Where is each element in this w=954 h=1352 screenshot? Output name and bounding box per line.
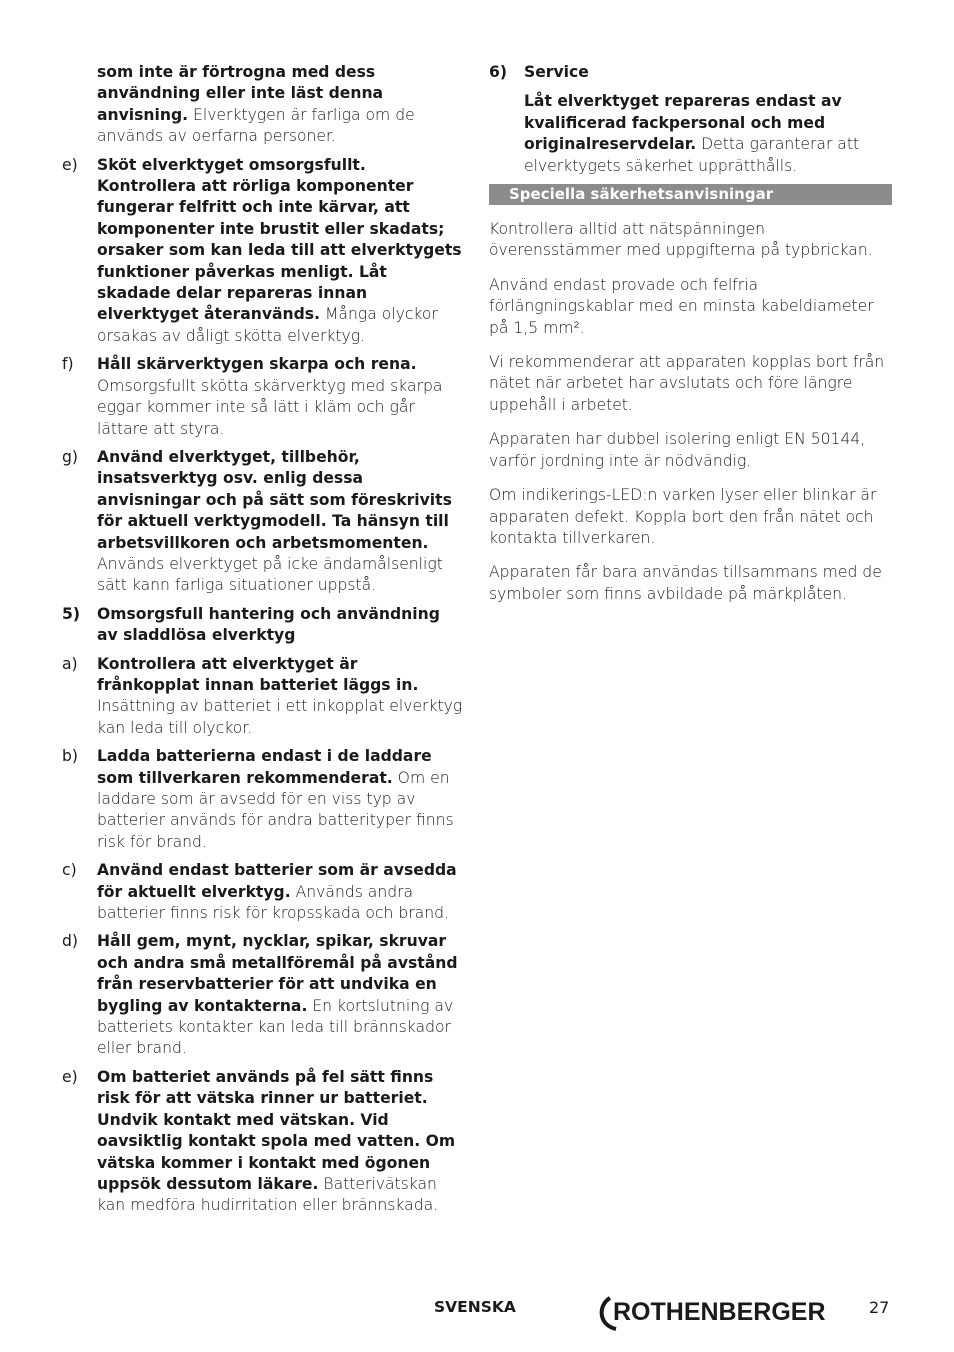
section-heading: Omsorgsfull hantering och användning av sladdlösa elverktyg	[97, 604, 440, 645]
list-item	[62, 931, 464, 1059]
section-header-bar: Speciella säkerhetsanvisningar	[489, 184, 892, 205]
list-item	[62, 1067, 464, 1217]
item-marker: g)	[62, 447, 78, 466]
item-bold-text: Använd endast batterier som är avsedda för aktuellt elverktyg.	[97, 861, 457, 901]
item-text: Många olyckor orsakas av dåligt skötta elverktyg.	[97, 305, 438, 345]
item-bold-text: som inte är förtrogna med dess användning eller inte läst denna anvisning.	[97, 63, 384, 124]
left-column	[62, 62, 464, 1224]
item-text: Används elverktyget på icke ändamålsenligt sätt kann farliga situationer uppstå.	[97, 554, 443, 595]
list-item	[62, 746, 464, 853]
item-bold-text: Använd elverktyget, tillbehör, insatsverktyg osv. enlig dessa anvisningar och på sätt som föreskrivits för aktuell verktygmodell. Ta hänsyn till arbetsvillkoren och arbetsmomenten.	[97, 447, 452, 552]
item-bold-text: Håll gem, mynt, nycklar, spikar, skruvar och andra små metallföremål på avstånd från reservbatterier för att undvika en bygling av kontakterna.	[97, 932, 458, 1015]
item-marker: d)	[62, 932, 78, 951]
item-marker: c)	[62, 861, 77, 880]
item-bold-text: Om batteriet används på fel sätt finns risk för att vätska rinner ur batteriet. Undvik kontakt med vätskan. Vid oavsiktlig kontakt spola med vatten. Om vätska kommer i kontakt med ögonen uppsök dessutom läkare.	[97, 1067, 456, 1193]
service-heading-item	[489, 62, 892, 83]
footer-language: SVENSKA	[434, 1298, 516, 1316]
list-item	[62, 354, 464, 440]
service-item	[489, 91, 892, 177]
paragraph: Om indikerings-LED:n varken lyser eller blinkar är apparaten defekt. Koppla bort den från nätet och kontakta tillverkaren.	[489, 486, 877, 547]
section-number: 5)	[62, 604, 80, 623]
paragraph: Apparaten har dubbel isolering enligt EN 50144, varför jordning inte är nödvändig.	[489, 430, 866, 470]
list-item	[62, 155, 464, 348]
item-marker: f)	[62, 355, 74, 374]
list-item	[62, 860, 464, 924]
rothenberger-logo	[596, 1295, 834, 1333]
item-bold-text: Sköt elverktyget omsorgsfullt. Kontrollera att rörliga komponenter fungerar felfritt och inte kärvar, att komponenter inte brustit eller skadats; orsaker som kan leda till att elverktygets funktioner påverkas menligt. Låt skadade delar repareras innan elverktyget återanvänds.	[97, 155, 462, 324]
item-bold-text: Håll skärverktygen skarpa och rena.	[97, 355, 417, 374]
item-marker: b)	[62, 747, 78, 766]
item-text: Detta garanterar att elverktygets säkerhet upprätthålls.	[524, 135, 860, 175]
item-marker: a)	[62, 654, 78, 673]
right-column	[489, 62, 892, 618]
paragraph: Apparaten får bara användas tillsammans med de symboler som finns avbildade på märkplåten.	[489, 563, 882, 603]
item-bold-text: Ladda batterierna endast i de laddare som tillverkaren rekommenderat.	[97, 747, 432, 787]
item-text: En kortslutning av batteriets kontakter kan leda till brännskador eller brand.	[97, 996, 454, 1058]
item-marker: e)	[62, 1067, 78, 1086]
item-text: Används andra batterier finns risk för kropsskada och brand.	[97, 882, 449, 923]
list-item	[62, 447, 464, 597]
item-bold-text: Kontrollera att elverktyget är frånkopplat innan batteriet läggs in.	[97, 654, 419, 694]
section-heading-item	[62, 604, 464, 647]
page-number: 27	[869, 1298, 890, 1317]
item-text: Omsorgsfullt skötta skärverktyg med skarpa eggar kommer inte så lätt i kläm och går lättare att styra.	[97, 376, 443, 438]
item-text: Insättning av batteriet i ett inkopplat elverktyg kan leda till olyckor.	[97, 697, 463, 737]
section-number: 6)	[489, 63, 507, 81]
item-bold-text: Låt elverktyget repareras endast av kvalificerad fackpersonal och med originalreservdelar.	[524, 92, 842, 154]
item-text: Batterivätskan kan medföra hudirritation eller brännskada.	[97, 1174, 439, 1215]
paragraph: Kontrollera alltid att nätspänningen överensstämmer med uppgifterna på typbrickan.	[489, 220, 873, 260]
paragraph: Använd endast provade och felfria förlängningskablar med en minsta kabeldiameter på 1,5 mm².	[489, 275, 874, 337]
section-heading: Service	[524, 63, 589, 81]
brand-text: ROTHENBERGER	[613, 1298, 826, 1326]
list-item	[62, 62, 464, 148]
paragraph: Vi rekommenderar att apparaten kopplas bort från nätet när arbetet har avslutats och före längre uppehåll i arbetet.	[489, 353, 885, 414]
list-item	[62, 654, 464, 740]
item-text: Om en laddare som är avsedd för en viss typ av batterier används för andra batterityper finns risk för brand.	[97, 768, 454, 851]
item-text: Elverktygen är farliga om de används av oerfarna personer.	[97, 105, 415, 146]
item-marker: e)	[62, 155, 78, 174]
